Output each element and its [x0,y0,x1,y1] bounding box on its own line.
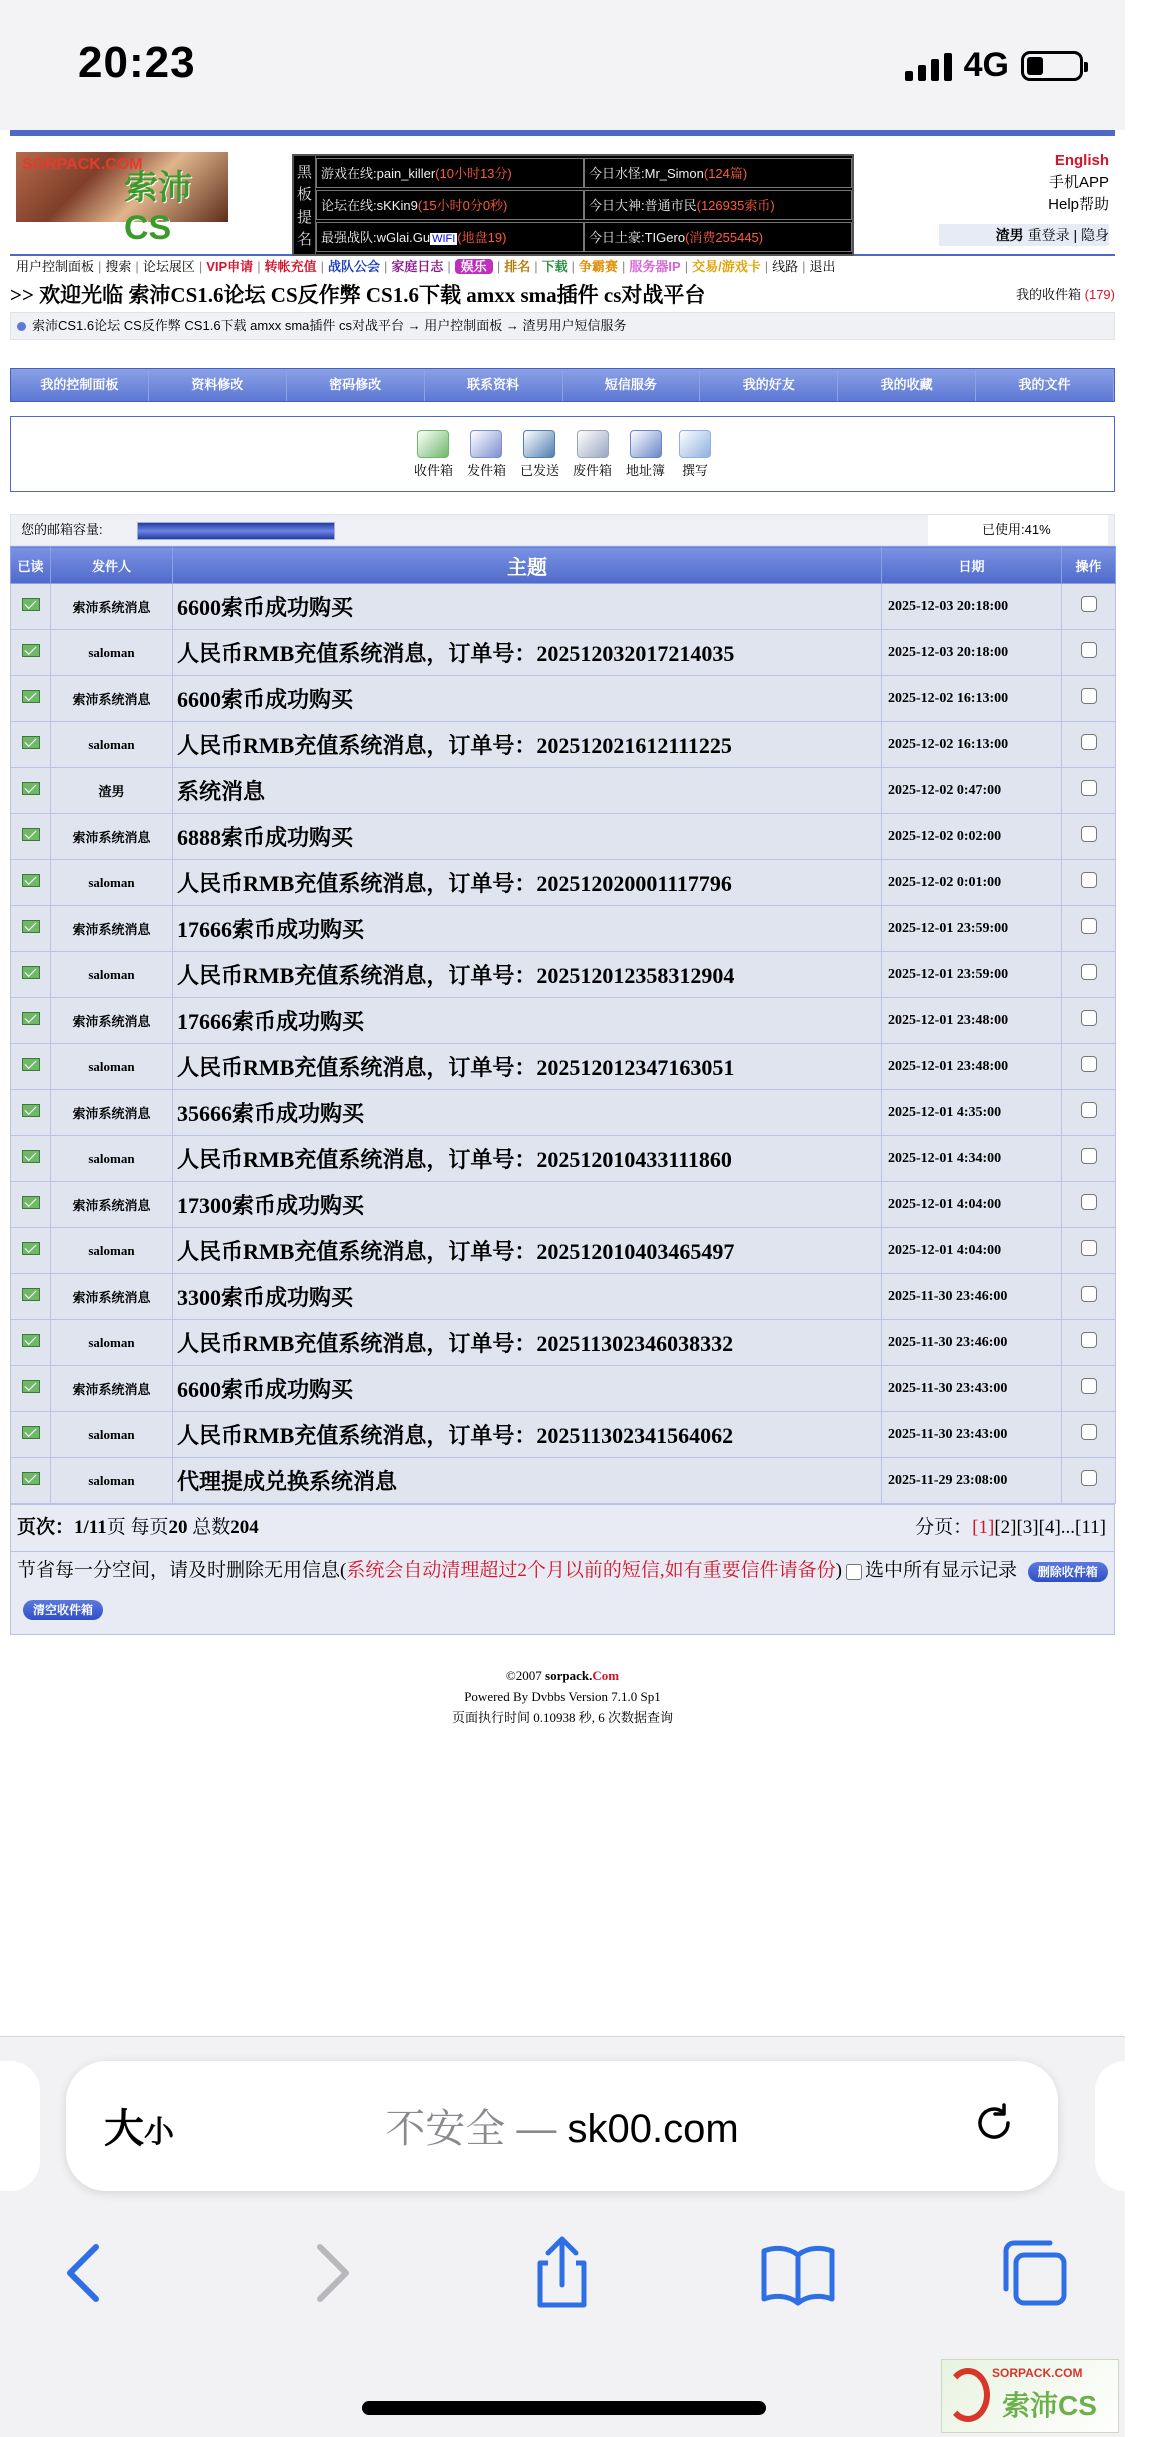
row-select[interactable] [1062,1366,1116,1412]
powered-by: Powered By Dvbbs Version 7.1.0 Sp1 [464,1689,661,1704]
bookmarks-icon[interactable] [758,2233,838,2313]
row-date: 2025-12-01 23:59:00 [882,952,1062,998]
envelope-icon [22,782,40,795]
col-action: 操作 [1062,547,1116,584]
envelope-icon [22,1242,40,1255]
hide-link[interactable]: 隐身 [1081,227,1109,243]
nav-separator: | [257,259,261,274]
status-indicators [905,46,1083,85]
network-type: 4G [963,46,1009,84]
reload-icon[interactable] [970,2099,1018,2147]
page-settings-button[interactable]: 大小 [104,2107,174,2151]
row-subject[interactable]: 35666索币成功购买 [173,1090,882,1136]
previous-tab-peek[interactable] [0,2061,40,2191]
read-status [11,1044,51,1090]
nav-item[interactable]: 退出 [809,259,836,274]
row-checkbox[interactable] [1081,1470,1097,1486]
row-select[interactable] [1062,860,1116,906]
row-date: 2025-12-01 23:59:00 [882,906,1062,952]
envelope-icon [22,966,40,979]
select-all-label: 选中所有显示记录 [864,1560,1017,1581]
row-subject[interactable]: 17666索币成功购买 [173,998,882,1044]
page-ellipsis: ... [1060,1517,1076,1538]
read-status [11,630,51,676]
row-sender[interactable]: 索沛系统消息 [51,1090,173,1136]
url-display[interactable]: 不安全 — sk00.com [385,2107,739,2151]
row-date: 2025-12-01 4:35:00 [882,1090,1062,1136]
address-bar[interactable] [66,2061,1058,2191]
relogin-link[interactable]: 重登录 [1027,227,1070,243]
row-date: 2025-11-30 23:43:00 [882,1366,1062,1412]
forum-header [10,136,1115,256]
tool-address-book[interactable]: 地址簿 [626,430,665,479]
nav-separator: | [447,259,451,274]
login-status: 渣男 重登录 | 隐身 [939,224,1109,246]
table-row[interactable] [11,1274,1116,1320]
nav-separator: | [384,259,388,274]
table-row[interactable] [11,722,1116,768]
page-footer [10,1665,1115,1728]
read-status [11,1458,51,1504]
mailbox-capacity: 您的邮箱容量: 已使用:41% [10,514,1115,546]
row-date: 2025-12-01 4:34:00 [882,1136,1062,1182]
envelope-icon [22,1058,40,1071]
row-sender[interactable]: 索沛系统消息 [51,1274,173,1320]
read-status [11,1366,51,1412]
table-row[interactable] [11,1228,1116,1274]
row-sender[interactable]: saloman [51,1412,173,1458]
page-link[interactable]: [1] [972,1517,995,1538]
envelope-icon [22,1012,40,1025]
capacity-bar [137,522,335,540]
site-title: 索沛CS1.6论坛 CS反作弊 CS1.6下载 amxx sma插件 cs对战平台 [128,283,706,307]
row-checkbox[interactable] [1081,596,1097,612]
table-row[interactable] [11,1412,1116,1458]
help-link[interactable]: Help帮助 [1048,196,1109,213]
row-sender[interactable]: saloman [51,952,173,998]
next-tab-peek[interactable] [1095,2061,1165,2191]
inbox-table [10,546,1116,1504]
browser-toolbar [0,2036,1125,2437]
row-date: 2025-12-01 23:48:00 [882,998,1062,1044]
row-checkbox[interactable] [1081,1102,1097,1118]
english-link[interactable]: English [1054,152,1109,169]
row-select[interactable] [1062,630,1116,676]
breadcrumb: 索沛CS1.6论坛 CS反作弊 CS1.6下载 amxx sma插件 cs对战平台 → 用户控制面板 → 渣男用户短信服务 [10,312,1115,340]
select-all-checkbox[interactable] [846,1564,862,1580]
logo-small-text: SORPACK.COM [22,156,143,173]
nav-item[interactable]: 用户控制面板 [16,259,95,274]
info-top-clan[interactable]: 最强战队:wGlai.Gu WIFI (地盘19) [316,222,584,252]
nav-separator: | [622,259,626,274]
row-checkbox[interactable] [1081,1332,1097,1348]
forward-icon[interactable] [290,2233,370,2313]
status-time: 20:23 [78,38,196,87]
envelope-icon [22,1426,40,1439]
tab-item[interactable]: 我的收藏 [838,369,976,401]
tab-item[interactable]: 我的好友 [700,369,838,401]
nav-separator: | [684,259,689,274]
row-date: 2025-12-02 16:13:00 [882,676,1062,722]
row-date: 2025-12-02 0:02:00 [882,814,1062,860]
row-date: 2025-12-03 20:18:00 [882,630,1062,676]
site-logo[interactable] [16,152,228,247]
row-select[interactable] [1062,814,1116,860]
row-checkbox[interactable] [1081,918,1097,934]
nav-item[interactable]: 战队公会 [327,259,380,274]
battery-icon [1021,51,1083,81]
read-status [11,584,51,630]
read-status [11,1412,51,1458]
table-row[interactable] [11,814,1116,860]
row-subject[interactable]: 系统消息 [173,768,882,814]
share-icon[interactable] [522,2233,602,2313]
table-row[interactable] [11,584,1116,630]
row-sender[interactable]: saloman [51,1458,173,1504]
row-date: 2025-11-29 23:08:00 [882,1458,1062,1504]
row-sender[interactable]: 索沛系统消息 [51,814,173,860]
row-checkbox[interactable] [1081,1240,1097,1256]
row-date: 2025-11-30 23:43:00 [882,1412,1062,1458]
mobile-app-link[interactable]: 手机APP [1048,174,1109,191]
nav-separator: | [534,259,538,274]
capacity-used: 已使用:41% [928,515,1108,545]
nav-separator: | [802,259,806,274]
inbox-count-link[interactable]: 我的收件箱 (179) [1016,287,1115,302]
row-select[interactable] [1062,1182,1116,1228]
read-status [11,1136,51,1182]
address-book-icon [630,430,662,458]
row-subject[interactable]: 6600索币成功购买 [173,584,882,630]
row-select[interactable] [1062,1412,1116,1458]
nav-separator: | [98,259,102,274]
read-status [11,998,51,1044]
read-status [11,906,51,952]
row-sender[interactable]: saloman [51,1228,173,1274]
row-subject[interactable]: 6888索币成功购买 [173,814,882,860]
read-status [11,676,51,722]
row-sender[interactable]: 索沛系统消息 [51,1182,173,1228]
table-header [11,547,1116,584]
nav-separator: | [764,259,769,274]
exec-time: 页面执行时间 0.10938 秒, 6 次数据查询 [451,1710,673,1725]
nav-item[interactable]: 交易/游戏卡 [692,259,761,274]
row-subject[interactable]: 17300索币成功购买 [173,1182,882,1228]
page-link[interactable]: [11] [1075,1517,1106,1538]
envelope-icon [22,736,40,749]
nav-item[interactable]: VIP申请 [206,259,254,274]
header-links [995,150,1109,243]
tab-item[interactable]: 我的控制面板 [11,369,149,401]
row-select[interactable] [1062,768,1116,814]
row-checkbox[interactable] [1081,1194,1097,1210]
row-select[interactable] [1062,952,1116,998]
read-status [11,1274,51,1320]
control-panel-tabs [10,368,1115,402]
envelope-icon [22,1334,40,1347]
table-row[interactable] [11,1136,1116,1182]
row-subject[interactable]: 人民币RMB充值系统消息，订单号：2025120320172140​35 [173,630,882,676]
row-checkbox[interactable] [1081,1424,1097,1440]
forum-page [10,130,1115,1728]
nav-item[interactable]: 家庭日志 [391,259,444,274]
nav-separator: | [135,259,139,274]
info-top-rich[interactable]: 今日大神:普通市民(126935索币) [584,190,852,220]
watermark-logo-icon [946,2368,990,2422]
row-sender[interactable]: saloman [51,722,173,768]
delete-inbox-button[interactable]: 删除收件箱 [1028,1562,1108,1582]
nav-item[interactable]: 排名 [504,259,531,274]
row-sender[interactable]: saloman [51,630,173,676]
tab-item[interactable]: 短信服务 [563,369,701,401]
table-row[interactable] [11,906,1116,952]
blackboard-char: 黑 [296,163,312,181]
read-status [11,1182,51,1228]
row-checkbox[interactable] [1081,872,1097,888]
row-sender[interactable]: 索沛系统消息 [51,906,173,952]
row-subject[interactable]: 17666索币成功购买 [173,906,882,952]
page-link[interactable]: [3] [1016,1517,1039,1538]
nav-separator: | [571,259,576,274]
row-select[interactable] [1062,1136,1116,1182]
info-top-poster[interactable]: 今日水怪:Mr_Simon(124篇) [584,158,852,188]
row-sender[interactable]: 索沛系统消息 [51,998,173,1044]
row-subject[interactable]: 6600索币成功购买 [173,1366,882,1412]
logo-big-text: 索沛CS [124,169,192,247]
row-date: 2025-12-02 16:13:00 [882,722,1062,768]
row-date: 2025-11-30 23:46:00 [882,1320,1062,1366]
tab-item[interactable]: 联系资料 [425,369,563,401]
clear-inbox-button[interactable]: 清空收件箱 [23,1600,103,1620]
compose-icon [679,430,711,458]
table-row[interactable] [11,998,1116,1044]
envelope-icon [22,1472,40,1485]
row-date: 2025-12-01 23:48:00 [882,1044,1062,1090]
row-sender[interactable]: 索沛系统消息 [51,676,173,722]
row-subject[interactable]: 6600索币成功购买 [173,676,882,722]
welcome-line: >> 欢迎光临 索沛CS1.6论坛 CS反作弊 CS1.6下载 amxx sma插件 cs对战平台 我的收件箱 (179) [10,283,1115,307]
row-checkbox[interactable] [1081,1378,1097,1394]
row-sender[interactable]: 索沛系统消息 [51,1366,173,1412]
table-row[interactable] [11,768,1116,814]
tab-item[interactable]: 我的文件 [976,369,1114,401]
row-subject[interactable]: 人民币RMB充值系统消息，订单号：2025113023460383​32 [173,1320,882,1366]
bullet-icon [17,322,26,331]
row-subject[interactable]: 人民币RMB充值系统消息，订单号：2025120200011177​96 [173,860,882,906]
envelope-icon [22,598,40,611]
nav-separator: | [320,259,324,274]
envelope-icon [22,1196,40,1209]
row-date: 2025-12-02 0:47:00 [882,768,1062,814]
row-checkbox[interactable] [1081,1010,1097,1026]
table-row[interactable] [11,860,1116,906]
envelope-icon [22,1380,40,1393]
back-icon[interactable] [46,2233,126,2313]
row-checkbox[interactable] [1081,1286,1097,1302]
bottom-toolbar [0,2233,1125,2313]
envelope-icon [22,874,40,887]
tab-item[interactable]: 资料修改 [149,369,287,401]
nav-item[interactable]: 争霸赛 [579,259,619,274]
nav-separator: | [496,259,501,274]
info-game-online[interactable]: 游戏在线:pain_killer(10小时13分) [316,158,584,188]
read-status [11,1320,51,1366]
blackboard-panel [292,154,854,256]
table-row[interactable] [11,1320,1116,1366]
row-sender[interactable]: saloman [51,1136,173,1182]
row-subject[interactable]: 人民币RMB充值系统消息，订单号：2025120104331118​60 [173,1136,882,1182]
row-subject[interactable]: 3300索币成功购买 [173,1274,882,1320]
row-subject[interactable]: 代理提成兑换系统消息 [173,1458,882,1504]
row-subject[interactable]: 人民币RMB充值系统消息，订单号：2025120123471630​51 [173,1044,882,1090]
cleanup-notice: 节省每一分空间，请及时删除无用信息(系统会自动清理超过2个月以前的短信,如有重要信件请备份) 选中所有显示记录 删除收件箱清空收件箱 [10,1552,1115,1635]
table-row[interactable] [11,952,1116,998]
row-date: 2025-12-03 20:18:00 [882,584,1062,630]
info-top-spender[interactable]: 今日土豪:TIGero(消费255445) [584,222,852,252]
row-select[interactable] [1062,584,1116,630]
envelope-icon [22,644,40,657]
home-indicator [362,2401,766,2415]
tabs-icon[interactable] [994,2233,1074,2313]
row-select[interactable] [1062,1090,1116,1136]
tool-trash[interactable]: 废件箱 [573,430,612,479]
read-status [11,1090,51,1136]
page-link[interactable]: [2] [994,1517,1017,1538]
tool-inbox[interactable]: 收件箱 [414,430,453,479]
table-row[interactable] [11,1090,1116,1136]
outbox-icon [470,430,502,458]
footer-site-link[interactable]: sorpack.Com [545,1668,620,1683]
table-row[interactable] [11,676,1116,722]
row-checkbox[interactable] [1081,780,1097,796]
signal-icon [905,51,952,81]
message-tools [10,416,1115,492]
row-select[interactable] [1062,722,1116,768]
row-sender[interactable]: saloman [51,1044,173,1090]
col-subject: 主题 [173,547,882,584]
row-subject[interactable]: 人民币RMB充值系统消息，订单号：2025120216121112​25 [173,722,882,768]
read-status [11,814,51,860]
row-checkbox[interactable] [1081,826,1097,842]
envelope-icon [22,1150,40,1163]
read-status [11,722,51,768]
envelope-icon [22,1104,40,1117]
row-sender[interactable]: 索沛系统消息 [51,584,173,630]
main-nav [10,256,1115,278]
info-forum-online[interactable]: 论坛在线:sKKin9(15小时0分0秒) [316,190,584,220]
table-row[interactable] [11,1458,1116,1504]
row-sender[interactable]: saloman [51,1320,173,1366]
nav-separator: | [198,259,203,274]
envelope-icon [22,828,40,841]
read-status [11,1228,51,1274]
row-checkbox[interactable] [1081,1148,1097,1164]
page-link[interactable]: [4] [1038,1517,1061,1538]
trash-icon [577,430,609,458]
row-select[interactable] [1062,1044,1116,1090]
nav-item[interactable]: 转帐充值 [264,259,317,274]
nav-item[interactable]: 论坛展区 [142,259,195,274]
inbox-icon [417,430,449,458]
row-checkbox[interactable] [1081,1056,1097,1072]
row-sender[interactable]: saloman [51,860,173,906]
col-sender: 发件人 [51,547,173,584]
tab-item[interactable]: 密码修改 [287,369,425,401]
sent-icon [523,430,555,458]
envelope-icon [22,920,40,933]
blackboard-label [294,156,316,254]
nav-item[interactable]: 服务器IP [629,259,681,274]
sorpack-watermark: SORPACK.COM 索沛CS [941,2359,1119,2433]
table-row[interactable] [11,1044,1116,1090]
blackboard-char: 名 [296,231,312,249]
row-select[interactable] [1062,998,1116,1044]
row-select[interactable] [1062,1228,1116,1274]
nav-item[interactable]: 线路 [772,259,799,274]
clan-badge: WIFI [432,233,456,245]
read-status [11,952,51,998]
row-select[interactable] [1062,1320,1116,1366]
col-read: 已读 [11,547,51,584]
page-links: 分页：[1][2][3][4]...[11] [915,1517,1106,1538]
row-checkbox[interactable] [1081,734,1097,750]
tool-sent[interactable]: 已发送 [520,430,559,479]
row-subject[interactable]: 人民币RMB充值系统消息，订单号：2025120104034654​97 [173,1228,882,1274]
nav-item[interactable]: 娱乐 [455,259,493,274]
row-select[interactable] [1062,906,1116,952]
envelope-icon [22,690,40,703]
row-select[interactable] [1062,1458,1116,1504]
table-row[interactable] [11,1366,1116,1412]
nav-item[interactable]: 下载 [541,259,568,274]
row-subject[interactable]: 人民币RMB充值系统消息，订单号：2025113023415640​62 [173,1412,882,1458]
row-checkbox[interactable] [1081,688,1097,704]
read-status [11,860,51,906]
envelope-icon [22,1288,40,1301]
current-user[interactable]: 渣男 [995,227,1024,243]
row-date: 2025-11-30 23:46:00 [882,1274,1062,1320]
row-subject[interactable]: 人民币RMB充值系统消息，订单号：2025120123583129​04 [173,952,882,998]
blackboard-char: 提 [296,208,312,226]
pager: 页次：1/11页 每页20 总数204 分页：[1][2][3][4]...[11] [10,1504,1115,1552]
status-bar [0,0,1125,130]
row-date: 2025-12-02 0:01:00 [882,860,1062,906]
row-date: 2025-12-01 4:04:00 [882,1182,1062,1228]
read-status [11,768,51,814]
blackboard-char: 板 [296,186,312,204]
row-checkbox[interactable] [1081,642,1097,658]
table-row[interactable] [11,1182,1116,1228]
nav-item[interactable]: 搜索 [105,259,132,274]
tool-outbox[interactable]: 发件箱 [467,430,506,479]
row-date: 2025-12-01 4:04:00 [882,1228,1062,1274]
row-select[interactable] [1062,1274,1116,1320]
col-date: 日期 [882,547,1062,584]
tool-compose[interactable]: 撰写 [679,430,711,479]
row-select[interactable] [1062,676,1116,722]
row-checkbox[interactable] [1081,964,1097,980]
row-sender[interactable]: 渣男 [51,768,173,814]
copyright: ©2007 sorpack.Com [505,1668,620,1683]
table-row[interactable] [11,630,1116,676]
